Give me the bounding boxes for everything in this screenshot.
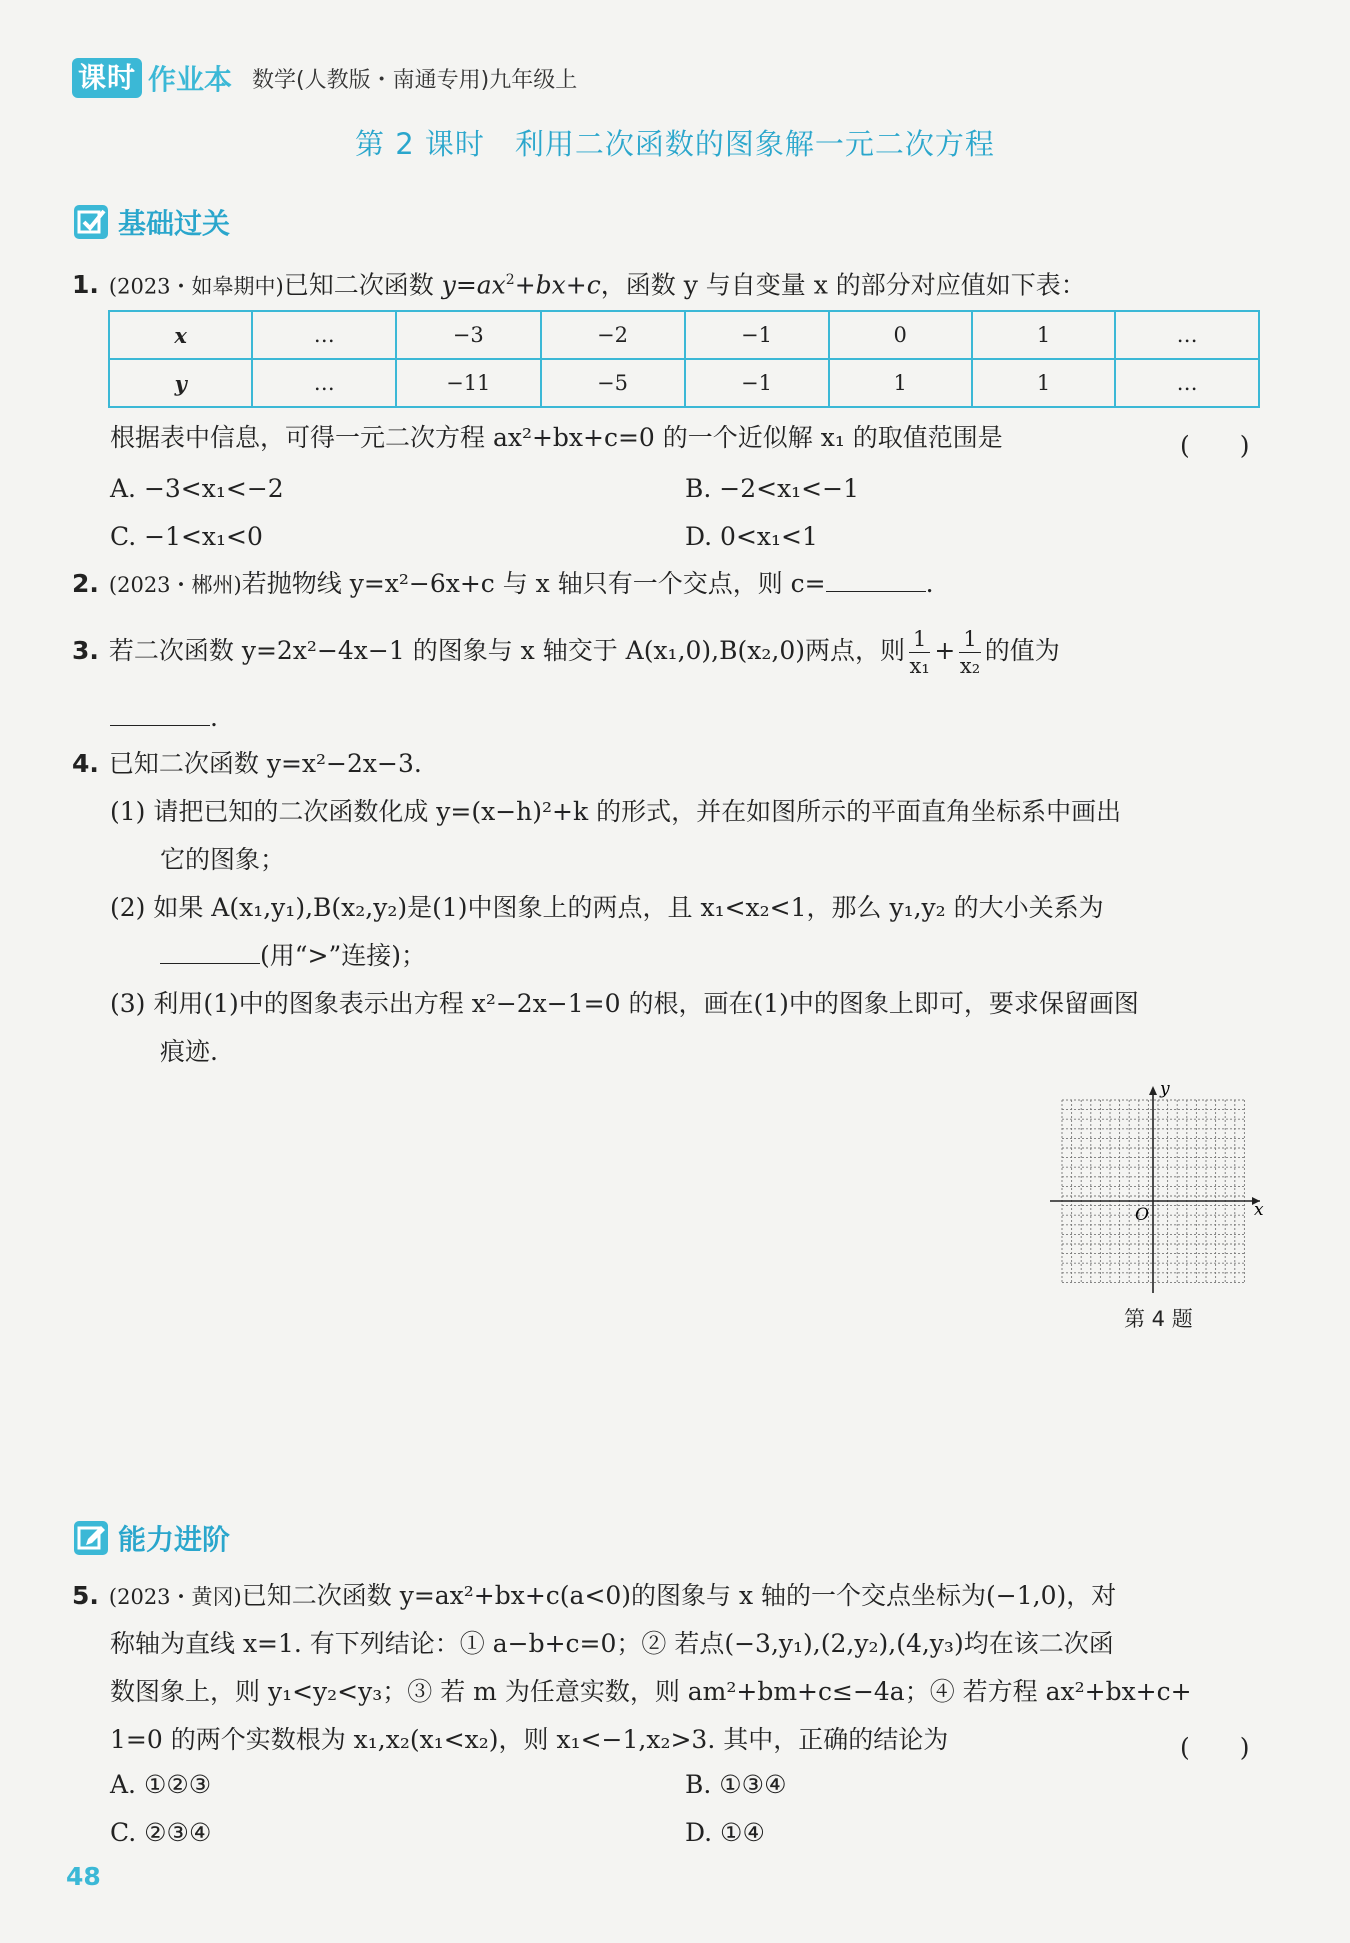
table-cell: y xyxy=(109,359,252,407)
subject-label: 数学(人教版・南通专用)九年级上 xyxy=(252,67,578,93)
option-c: C. −1<x₁<0 xyxy=(110,522,263,551)
section-advanced-title: 能力进阶 xyxy=(118,1523,231,1556)
table-cell: x xyxy=(109,311,252,359)
question-number: 3. xyxy=(72,636,99,665)
question-4-part-3-cont: 痕迹. xyxy=(160,1037,218,1066)
section-basic-title: 基础过关 xyxy=(118,207,231,240)
question-4-part-3: (3) 利用(1)中的图象表示出方程 x²−2x−1=0 的根，画在(1)中的图象上即可，要求保留画图 xyxy=(110,989,1139,1018)
option-b: B. ①③④ xyxy=(685,1770,787,1799)
table-row-x xyxy=(109,311,1259,359)
question-end: . xyxy=(925,569,934,598)
answer-blank xyxy=(160,941,260,964)
option-c: C. ②③④ xyxy=(110,1818,212,1847)
question-4-part-2: (2) 如果 A(x₁,y₁),B(x₂,y₂)是(1)中图象上的两点，且 x₁<x₂<1，那么 y₁,y₂ 的大小关系为 xyxy=(110,893,1104,922)
question-4-part-1: (1) 请把已知的二次函数化成 y=(x−h)²+k 的形式，并在如图所示的平面直角坐标系中画出 xyxy=(110,797,1122,826)
question-text: (用“>”连接)； xyxy=(260,941,427,970)
question-number: 2. xyxy=(72,569,99,598)
option-a: A. −3<x₁<−2 xyxy=(110,474,284,503)
table-cell: … xyxy=(252,311,396,359)
option-b: B. −2<x₁<−1 xyxy=(685,474,859,503)
question-1-stem: 1. (2023・如皋期中)已知二次函数 $y=ax^2+bx+c$，函数 y 与自变量 x 的部分对应值如下表： xyxy=(72,270,1086,300)
question-text: 已知二次函数 y=x²−2x−3. xyxy=(108,749,422,778)
lesson-title: 第 2 课时 利用二次函数的图象解一元二次方程 xyxy=(355,127,995,161)
question-number: 1. xyxy=(72,270,99,300)
question-source: (2023・郴州) xyxy=(108,573,242,597)
pencil-icon xyxy=(74,1521,108,1555)
question-source: (2023・如皋期中) xyxy=(108,274,284,299)
question-number: 5. xyxy=(72,1581,99,1610)
section-basic-heading xyxy=(74,202,230,242)
table-cell: −11 xyxy=(396,359,540,407)
question-2 xyxy=(72,560,934,609)
question-end: . xyxy=(210,703,218,732)
question-text: 已知二次函数 xyxy=(283,270,442,300)
fraction-numerator: 1 xyxy=(909,626,930,653)
question-1-prompt: 根据表中信息，可得一元二次方程 ax²+bx+c=0 的一个近似解 x₁ 的取值范围是 xyxy=(110,423,1003,452)
question-4-part-2-cont xyxy=(160,932,426,980)
fraction-denominator: x₂ xyxy=(959,654,981,678)
value-table xyxy=(108,310,1260,408)
table-cell: −2 xyxy=(541,311,685,359)
table-cell: … xyxy=(252,359,396,407)
answer-paren: ( ) xyxy=(1180,1733,1250,1762)
brand-logo: 课时 xyxy=(72,58,142,98)
figure-caption: 第 4 题 xyxy=(1124,1307,1193,1331)
table-cell: 1 xyxy=(829,359,972,407)
table-cell: −1 xyxy=(685,311,829,359)
fraction-denominator: x₁ xyxy=(909,654,930,678)
answer-paren: ( ) xyxy=(1180,431,1250,460)
checkbox-icon xyxy=(74,205,108,239)
question-3-answer xyxy=(110,694,218,742)
question-5 xyxy=(72,1572,1272,1621)
table-cell: −3 xyxy=(396,311,540,359)
fraction xyxy=(959,626,980,679)
table-cell: … xyxy=(1115,311,1259,359)
option-a: A. ①②③ xyxy=(110,1770,212,1799)
y-axis-label: y xyxy=(1160,1079,1170,1099)
question-text: 若二次函数 y=2x²−4x−1 的图象与 x 轴交于 A(x₁,0),B(x₂,0)两点，则 xyxy=(108,636,905,665)
answer-blank xyxy=(110,703,210,726)
question-5-line-2: 称轴为直线 x=1. 有下列结论：① a−b+c=0；② 若点(−3,y₁),(2,y₂),(4,y₃)均在该二次函 xyxy=(110,1629,1114,1658)
origin-label: O xyxy=(1135,1205,1149,1225)
question-4-part-1-cont: 它的图象； xyxy=(160,845,286,874)
table-cell: −1 xyxy=(685,359,829,407)
question-text: 已知二次函数 y=ax²+bx+c(a<0)的图象与 x 轴的一个交点坐标为(−1,0)，对 xyxy=(241,1581,1117,1610)
page-number: 48 xyxy=(66,1862,101,1891)
table-cell: 1 xyxy=(972,311,1115,359)
plus-sign: + xyxy=(934,636,956,665)
question-text: ，函数 y 与自变量 x 的部分对应值如下表： xyxy=(600,270,1086,300)
answer-blank xyxy=(826,569,926,592)
x-axis-label: x xyxy=(1254,1200,1264,1220)
brand-name: 作业本 xyxy=(148,63,233,96)
y-axis-arrow xyxy=(1149,1086,1157,1095)
question-5-line-3: 数图象上，则 y₁<y₂<y₃；③ 若 m 为任意实数，则 am²+bm+c≤−4a；④ 若方程 ax²+bx+c+ xyxy=(110,1677,1192,1706)
question-text: 的值为 xyxy=(984,636,1060,665)
fraction-numerator: 1 xyxy=(959,626,980,653)
section-advanced-heading xyxy=(74,1518,230,1558)
table-cell: 0 xyxy=(829,311,972,359)
question-4 xyxy=(72,740,422,788)
option-d: D. 0<x₁<1 xyxy=(685,522,818,551)
question-source: (2023・黄冈) xyxy=(108,1585,242,1609)
table-row-y xyxy=(109,359,1259,407)
question-3 xyxy=(72,626,1060,679)
question-text: 若抛物线 y=x²−6x+c 与 x 轴只有一个交点，则 c= xyxy=(241,569,826,598)
table-cell: … xyxy=(1115,359,1259,407)
table-cell: 1 xyxy=(972,359,1115,407)
option-d: D. ①④ xyxy=(685,1818,765,1847)
question-5-line-4: 1=0 的两个实数根为 x₁,x₂(x₁<x₂)，则 x₁<−1,x₂>3. 其中，正确的结论为 xyxy=(110,1725,949,1754)
question-number: 4. xyxy=(72,749,99,778)
header xyxy=(72,58,577,98)
coordinate-grid xyxy=(1050,1078,1270,1298)
fraction xyxy=(909,626,930,679)
table-cell: −5 xyxy=(541,359,685,407)
